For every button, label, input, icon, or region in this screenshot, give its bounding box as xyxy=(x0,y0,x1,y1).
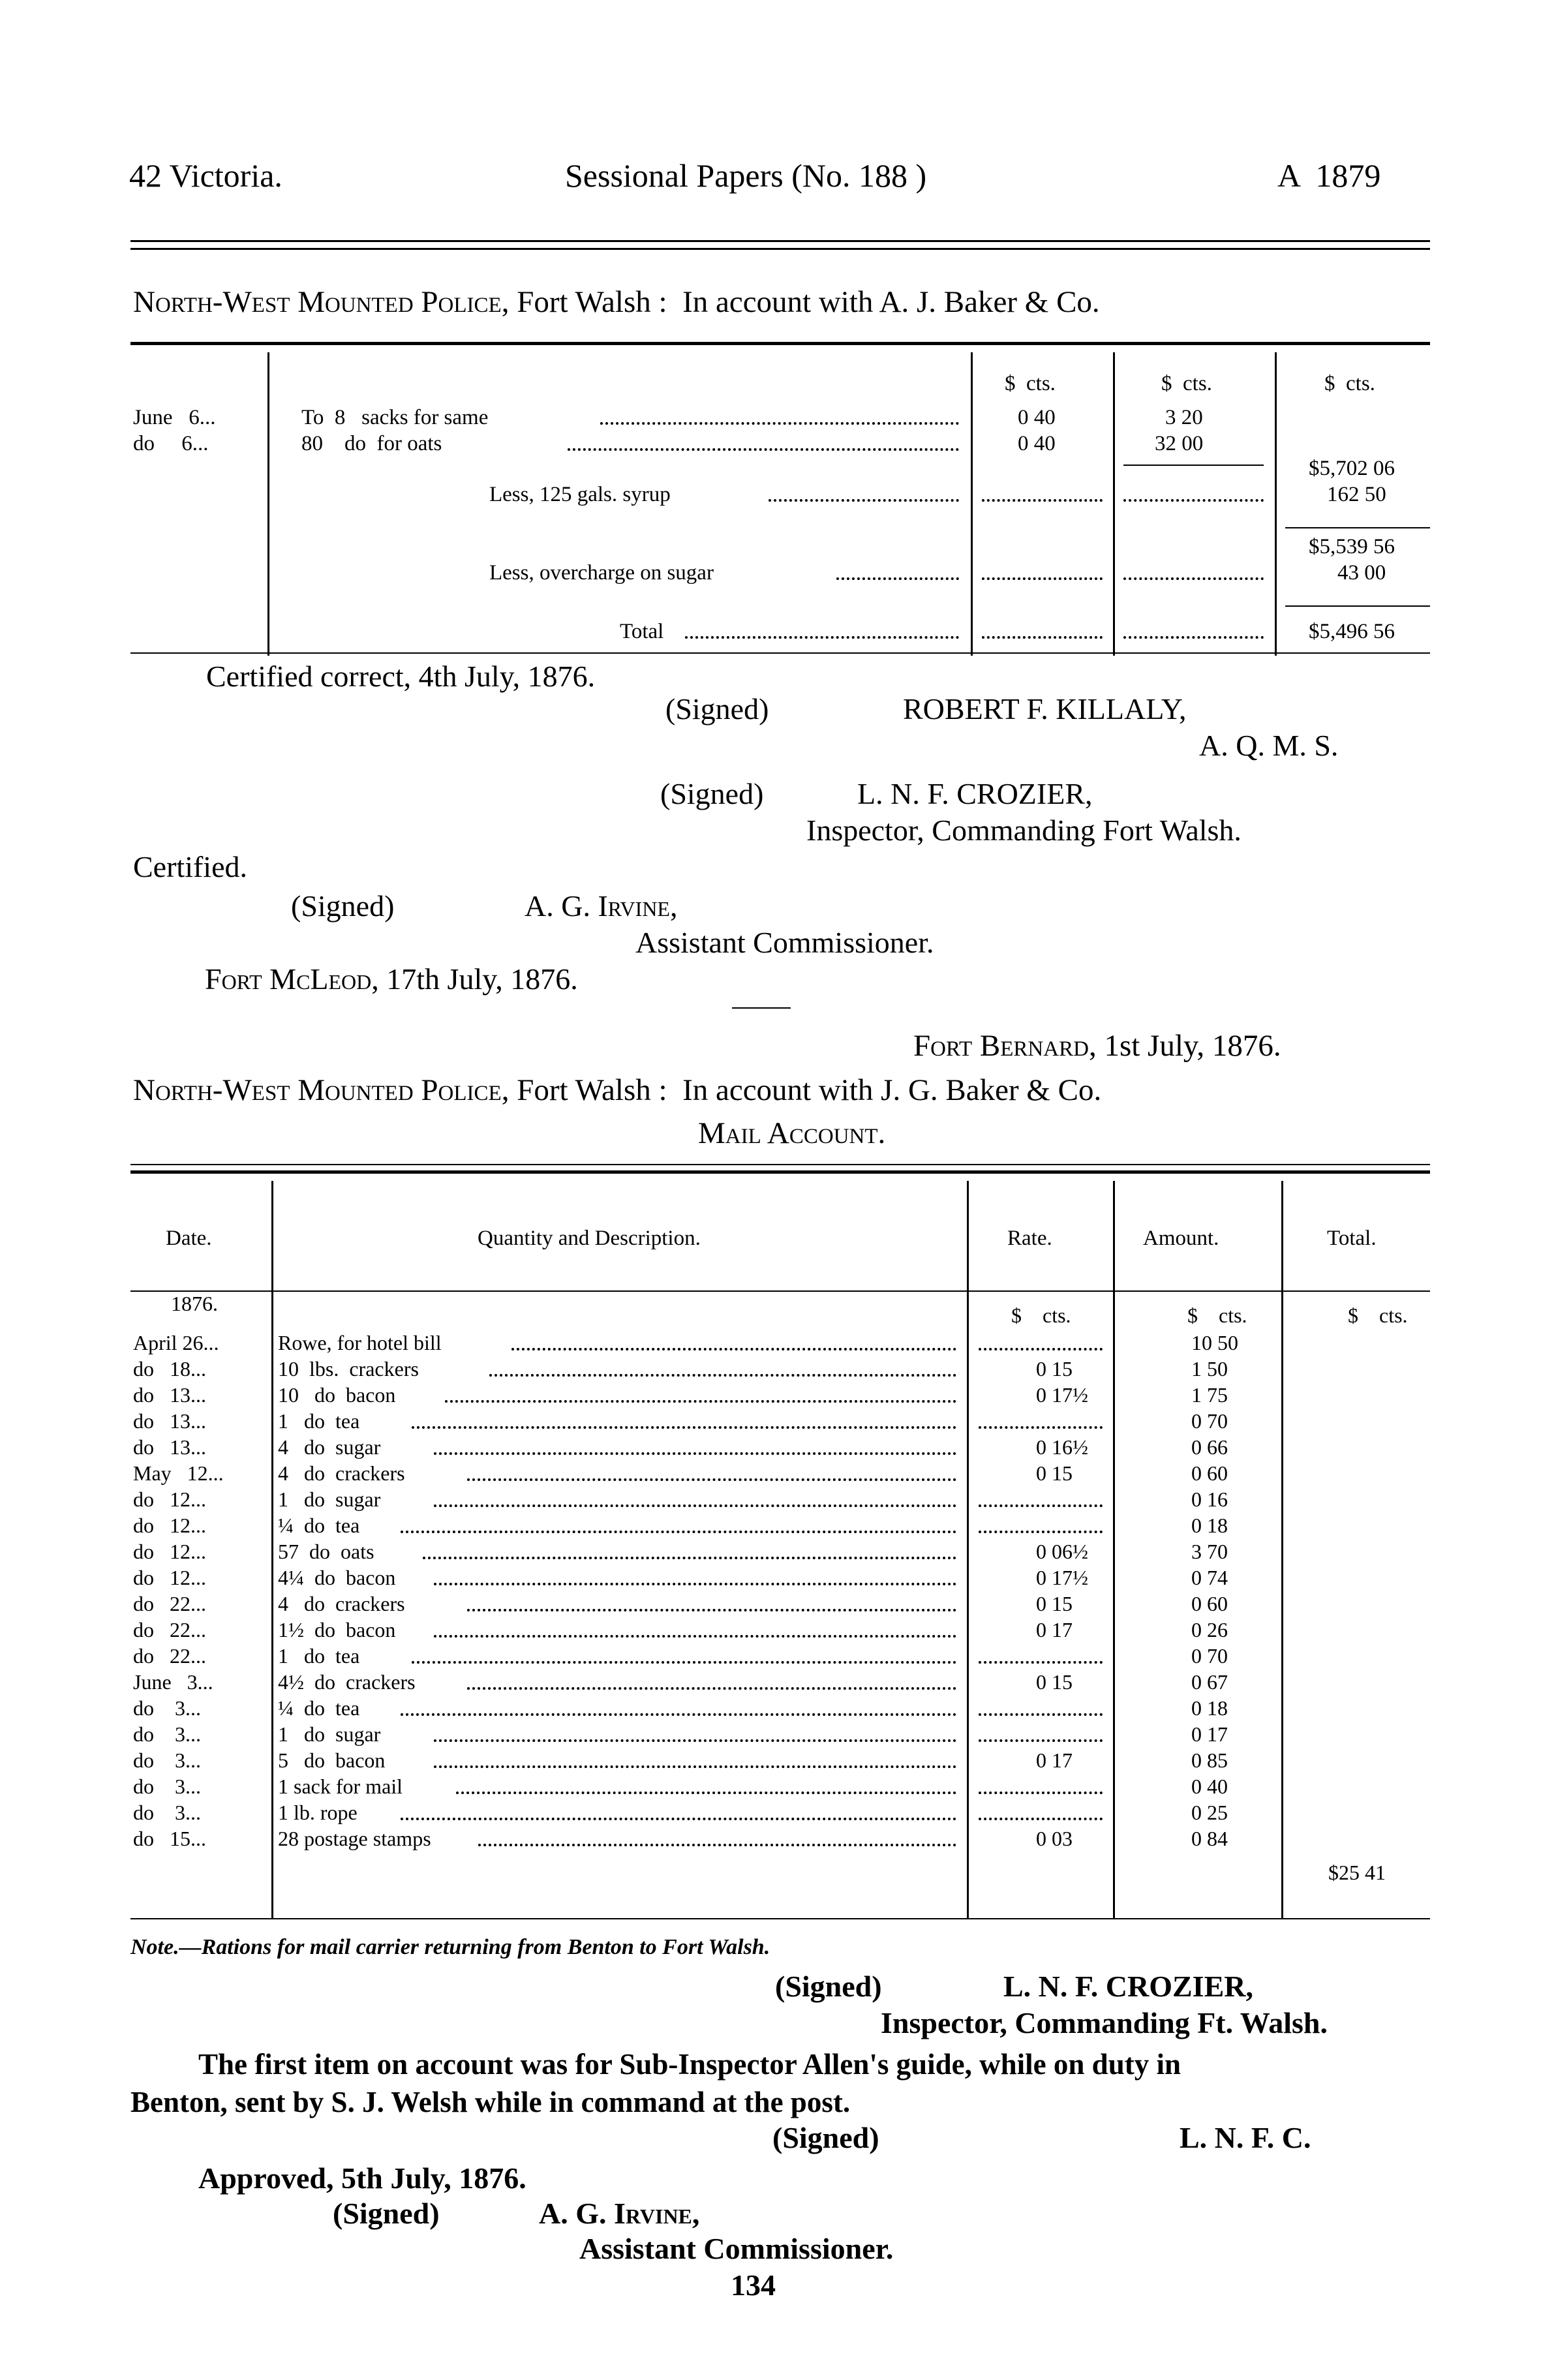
leader-dots xyxy=(568,448,959,451)
running-header-center: Sessional Papers (No. 188 ) xyxy=(565,157,927,194)
closing-initials: L. N. F. C. xyxy=(1180,2121,1311,2154)
account1-less-syrup-amount: 162 50 xyxy=(1327,483,1386,506)
mail-row-description: 4 do crackers xyxy=(278,1461,405,1485)
mail-row-amount: 0 18 xyxy=(1191,1514,1228,1537)
account2-title-rest: , Fort Walsh : In account with J. G. Baker & Co. xyxy=(501,1073,1102,1107)
mail-row-rate: 0 15 xyxy=(1036,1461,1073,1485)
leader-dots xyxy=(979,1739,1103,1742)
mail-row-description: 57 do oats xyxy=(278,1540,374,1563)
mail-row-amount: 3 70 xyxy=(1191,1540,1228,1563)
mail-row-rate: 0 15 xyxy=(1036,1592,1073,1615)
account2-rule-top xyxy=(130,1164,1430,1165)
mail-row-description: 1½ do bacon xyxy=(278,1618,396,1641)
mail-row-rate: 0 06½ xyxy=(1036,1540,1088,1563)
cert1-signer-2-name: L. N. F. CROZIER, xyxy=(857,777,1093,810)
leader-dots xyxy=(979,1661,1103,1664)
account1-cur-head-1: $ cts. xyxy=(1005,372,1056,395)
account1-title xyxy=(133,284,1100,320)
header-rule-bottom xyxy=(130,248,1430,250)
mail-row-date: do 12... xyxy=(133,1540,206,1563)
leader-dots xyxy=(982,577,1103,580)
mail-rate-currency: $ cts. xyxy=(1011,1304,1071,1327)
mail-row-date: do 12... xyxy=(133,1488,206,1511)
mail-row-amount: 0 85 xyxy=(1191,1748,1228,1772)
leader-dots xyxy=(434,1765,956,1768)
mail-row-description: 4 do sugar xyxy=(278,1435,381,1459)
mail-row-date: do 12... xyxy=(133,1514,206,1537)
mail-row-amount: 0 70 xyxy=(1191,1644,1228,1668)
closing-line-1: The first item on account was for Sub-Inspector Allen's guide, while on duty in xyxy=(198,2048,1181,2081)
subtotal-rule xyxy=(1123,465,1264,466)
mail-row-amount: 0 26 xyxy=(1191,1618,1228,1641)
account1-row2-desc: 80 do for oats xyxy=(301,432,442,455)
leader-dots xyxy=(467,1609,956,1611)
mail-row-amount: 0 74 xyxy=(1191,1566,1228,1589)
leader-dots xyxy=(979,1426,1103,1429)
leader-dots xyxy=(434,1504,956,1507)
approval-surname: Irvine, xyxy=(614,2197,700,2230)
col-header-rate: Rate. xyxy=(1007,1227,1052,1250)
leader-dots xyxy=(434,1635,956,1638)
mail-row-rate: 0 17½ xyxy=(1036,1383,1088,1407)
running-header-right: A 1879 xyxy=(1277,157,1381,194)
cert1-signer-1-name: ROBERT F. KILLALY, xyxy=(903,692,1187,725)
mail-row-amount: 0 60 xyxy=(1191,1592,1228,1615)
leader-dots xyxy=(685,636,959,639)
leader-dots xyxy=(511,1348,956,1350)
account1-rule xyxy=(130,342,1430,345)
leader-dots xyxy=(1123,499,1264,502)
page-number: 134 xyxy=(731,2268,776,2302)
leader-dots xyxy=(434,1739,956,1742)
account1-col-divider xyxy=(267,352,269,656)
account2-title-police: North-West Mounted Police xyxy=(133,1073,502,1107)
mail-row-rate: 0 17 xyxy=(1036,1748,1073,1772)
col-header-total: Total. xyxy=(1327,1227,1377,1250)
mail-row-amount: 0 17 xyxy=(1191,1722,1228,1746)
mail-row-date: do 13... xyxy=(133,1409,206,1433)
leader-dots xyxy=(467,1478,956,1481)
account1-row1-rate: 0 40 xyxy=(1018,406,1056,429)
mail-row-description: 1 do tea xyxy=(278,1644,360,1668)
mail-row-date: do 3... xyxy=(133,1722,201,1746)
account1-table-bottom-rule xyxy=(130,652,1430,654)
mail-row-amount: 10 50 xyxy=(1191,1331,1238,1354)
mail-row-date: do 18... xyxy=(133,1357,206,1381)
mail-row-date: do 3... xyxy=(133,1801,201,1824)
cert1-signer-1-title: A. Q. M. S. xyxy=(1199,729,1339,762)
mail-row-date: do 22... xyxy=(133,1592,206,1615)
leader-dots xyxy=(456,1792,956,1794)
account1-col-divider xyxy=(971,352,973,656)
cert2-signed: (Signed) xyxy=(291,889,395,923)
mail-grand-total: $25 41 xyxy=(1328,1861,1386,1884)
mail-row-description: 5 do bacon xyxy=(278,1748,386,1772)
leader-dots xyxy=(600,422,959,425)
mail-row-description: 1 lb. rope xyxy=(278,1801,358,1824)
account1-row2-rate: 0 40 xyxy=(1018,432,1056,455)
leader-dots xyxy=(979,1531,1103,1533)
col-header-amount: Amount. xyxy=(1143,1227,1219,1250)
mail-row-date: do 22... xyxy=(133,1618,206,1641)
mail-row-amount: 1 50 xyxy=(1191,1357,1228,1381)
sig3-signed: (Signed) xyxy=(775,1970,882,2003)
leader-dots xyxy=(1123,636,1264,639)
running-header-left: 42 Victoria. xyxy=(129,157,282,194)
leader-dots xyxy=(836,577,959,580)
mail-row-amount: 0 18 xyxy=(1191,1696,1228,1720)
account1-less-overcharge-amount: 43 00 xyxy=(1337,561,1386,585)
mail-row-amount: 1 75 xyxy=(1191,1383,1228,1407)
cert2-place: Fort McLeod xyxy=(205,962,372,996)
account1-less-overcharge-label: Less, overcharge on sugar xyxy=(489,561,714,585)
mail-row-date: do 3... xyxy=(133,1775,201,1798)
mail-row-description: 4¼ do bacon xyxy=(278,1566,396,1589)
cert2-date: , 17th July, 1876. xyxy=(371,962,578,996)
mail-row-description: ¼ do tea xyxy=(278,1696,360,1720)
approved-line: Approved, 5th July, 1876. xyxy=(198,2161,526,2195)
account2-title xyxy=(133,1073,1101,1108)
mail-total-currency: $ cts. xyxy=(1348,1304,1408,1327)
cert2-signer-surname: Irvine, xyxy=(598,889,678,923)
sig3-name: L. N. F. CROZIER, xyxy=(1003,1970,1253,2003)
mail-row-description: 1 sack for mail xyxy=(278,1775,403,1798)
mail-row-date: April 26... xyxy=(133,1331,219,1354)
mail-row-description: 10 lbs. crackers xyxy=(278,1357,419,1381)
mail-row-date: do 15... xyxy=(133,1827,206,1850)
mail-row-description: 4½ do crackers xyxy=(278,1670,416,1694)
sig3-title: Inspector, Commanding Ft. Walsh. xyxy=(881,2006,1328,2039)
approval-signer xyxy=(539,2196,699,2231)
account1-col-divider xyxy=(1113,352,1115,656)
leader-dots xyxy=(478,1844,956,1846)
leader-dots xyxy=(401,1713,956,1716)
mail-row-description: 28 postage stamps xyxy=(278,1827,431,1850)
account2-place-date xyxy=(913,1028,1281,1063)
leader-dots xyxy=(769,499,959,502)
account1-row1-desc: To 8 sacks for same xyxy=(301,406,489,429)
mail-row-rate: 0 15 xyxy=(1036,1357,1073,1381)
mail-year: 1876. xyxy=(171,1292,218,1315)
account1-total-label: Total xyxy=(620,620,664,643)
cert2-signer-title: Assistant Commissioner. xyxy=(635,926,934,959)
leader-dots xyxy=(445,1400,956,1403)
mail-row-description: ¼ do tea xyxy=(278,1514,360,1537)
account1-row1-amount: 3 20 xyxy=(1165,406,1203,429)
mail-table-bottom-rule xyxy=(130,1918,1430,1919)
account1-subtotal2: $5,539 56 xyxy=(1309,535,1395,558)
account1-total-amount: $5,496 56 xyxy=(1309,620,1395,643)
mail-row-amount: 0 84 xyxy=(1191,1827,1228,1850)
leader-dots xyxy=(979,1348,1103,1350)
leader-dots xyxy=(401,1531,956,1533)
mail-row-date: do 3... xyxy=(133,1696,201,1720)
mail-row-rate: 0 15 xyxy=(1036,1670,1073,1694)
mail-row-date: June 3... xyxy=(133,1670,213,1694)
leader-dots xyxy=(434,1583,956,1585)
mail-row-amount: 0 40 xyxy=(1191,1775,1228,1798)
closing-signed: (Signed) xyxy=(772,2121,879,2154)
subtotal-rule xyxy=(1285,527,1430,528)
account2-subtitle: Mail Account. xyxy=(698,1116,886,1150)
leader-dots xyxy=(982,636,1103,639)
subtotal-rule xyxy=(1285,605,1430,607)
leader-dots xyxy=(979,1504,1103,1507)
mail-row-rate: 0 17 xyxy=(1036,1618,1073,1641)
mail-row-description: 1 do tea xyxy=(278,1409,360,1433)
mail-row-description: 1 do sugar xyxy=(278,1488,381,1511)
account1-row1-date: June 6... xyxy=(133,406,216,429)
mail-row-description: 4 do crackers xyxy=(278,1592,405,1615)
leader-dots xyxy=(979,1713,1103,1716)
col-header-date: Date. xyxy=(166,1227,212,1250)
mail-row-date: do 13... xyxy=(133,1383,206,1407)
mail-amount-currency: $ cts. xyxy=(1187,1304,1247,1327)
approval-initials: A. G. xyxy=(539,2197,614,2230)
cert2-signer-name xyxy=(525,889,677,923)
leader-dots xyxy=(423,1557,956,1559)
approval-title: Assistant Commissioner. xyxy=(579,2232,894,2265)
account1-title-rest: , Fort Walsh : In account with A. J. Baker & Co. xyxy=(501,285,1100,319)
mail-row-amount: 0 67 xyxy=(1191,1670,1228,1694)
account1-title-police: North-West Mounted Police xyxy=(133,285,502,319)
leader-dots xyxy=(489,1374,956,1377)
leader-dots xyxy=(467,1687,956,1690)
leader-dots xyxy=(1123,577,1264,580)
account2-place: Fort Bernard xyxy=(913,1029,1089,1063)
account1-cur-head-2: $ cts. xyxy=(1161,372,1212,395)
mail-row-amount: 0 60 xyxy=(1191,1461,1228,1485)
mail-row-amount: 0 70 xyxy=(1191,1409,1228,1433)
mail-row-amount: 0 25 xyxy=(1191,1801,1228,1824)
col-header-description: Quantity and Description. xyxy=(478,1227,701,1250)
account1-less-syrup-label: Less, 125 gals. syrup xyxy=(489,483,671,506)
mail-row-date: do 12... xyxy=(133,1566,206,1589)
mail-row-date: do 3... xyxy=(133,1748,201,1772)
mail-row-description: 1 do sugar xyxy=(278,1722,381,1746)
account2-date: , 1st July, 1876. xyxy=(1088,1029,1281,1063)
closing-line-2: Benton, sent by S. J. Welsh while in command at the post. xyxy=(130,2086,851,2118)
mail-note: Note.—Rations for mail carrier returning from Benton to Fort Walsh. xyxy=(130,1935,770,1959)
account1-cur-head-3: $ cts. xyxy=(1324,372,1375,395)
account1-col-divider xyxy=(1275,352,1277,656)
mail-row-description: 10 do bacon xyxy=(278,1383,396,1407)
leader-dots xyxy=(979,1818,1103,1820)
mail-row-amount: 0 66 xyxy=(1191,1435,1228,1459)
approval-signed: (Signed) xyxy=(333,2197,440,2230)
cert1-text: Certified correct, 4th July, 1876. xyxy=(206,660,596,693)
mail-row-amount: 0 16 xyxy=(1191,1488,1228,1511)
leader-dots xyxy=(401,1818,956,1820)
cert2-signer-initials: A. G. xyxy=(525,889,598,923)
section-divider xyxy=(732,1007,791,1009)
leader-dots xyxy=(982,499,1103,502)
account1-row2-date: do 6... xyxy=(133,432,209,455)
mail-row-date: do 22... xyxy=(133,1644,206,1668)
cert1-signed-1: (Signed) xyxy=(665,692,769,725)
mail-row-date: do 13... xyxy=(133,1435,206,1459)
mail-row-date: May 12... xyxy=(133,1461,224,1485)
account1-row2-amount: 32 00 xyxy=(1155,432,1204,455)
cert1-signer-2-title: Inspector, Commanding Fort Walsh. xyxy=(806,814,1242,847)
cert1-signed-2: (Signed) xyxy=(660,777,764,810)
account2-rule-bottom xyxy=(130,1170,1430,1174)
mail-header-rule xyxy=(130,1290,1430,1292)
account1-subtotal1: $5,702 06 xyxy=(1309,457,1395,480)
header-rule-top xyxy=(130,240,1430,242)
leader-dots xyxy=(979,1792,1103,1794)
mail-row-rate: 0 16½ xyxy=(1036,1435,1088,1459)
mail-row-description: Rowe, for hotel bill xyxy=(278,1331,442,1354)
cert2-label: Certified. xyxy=(133,850,247,883)
mail-row-rate: 0 03 xyxy=(1036,1827,1073,1850)
cert2-place-date xyxy=(205,962,578,996)
leader-dots xyxy=(412,1426,956,1429)
mail-row-rate: 0 17½ xyxy=(1036,1566,1088,1589)
leader-dots xyxy=(434,1452,956,1455)
leader-dots xyxy=(412,1661,956,1664)
